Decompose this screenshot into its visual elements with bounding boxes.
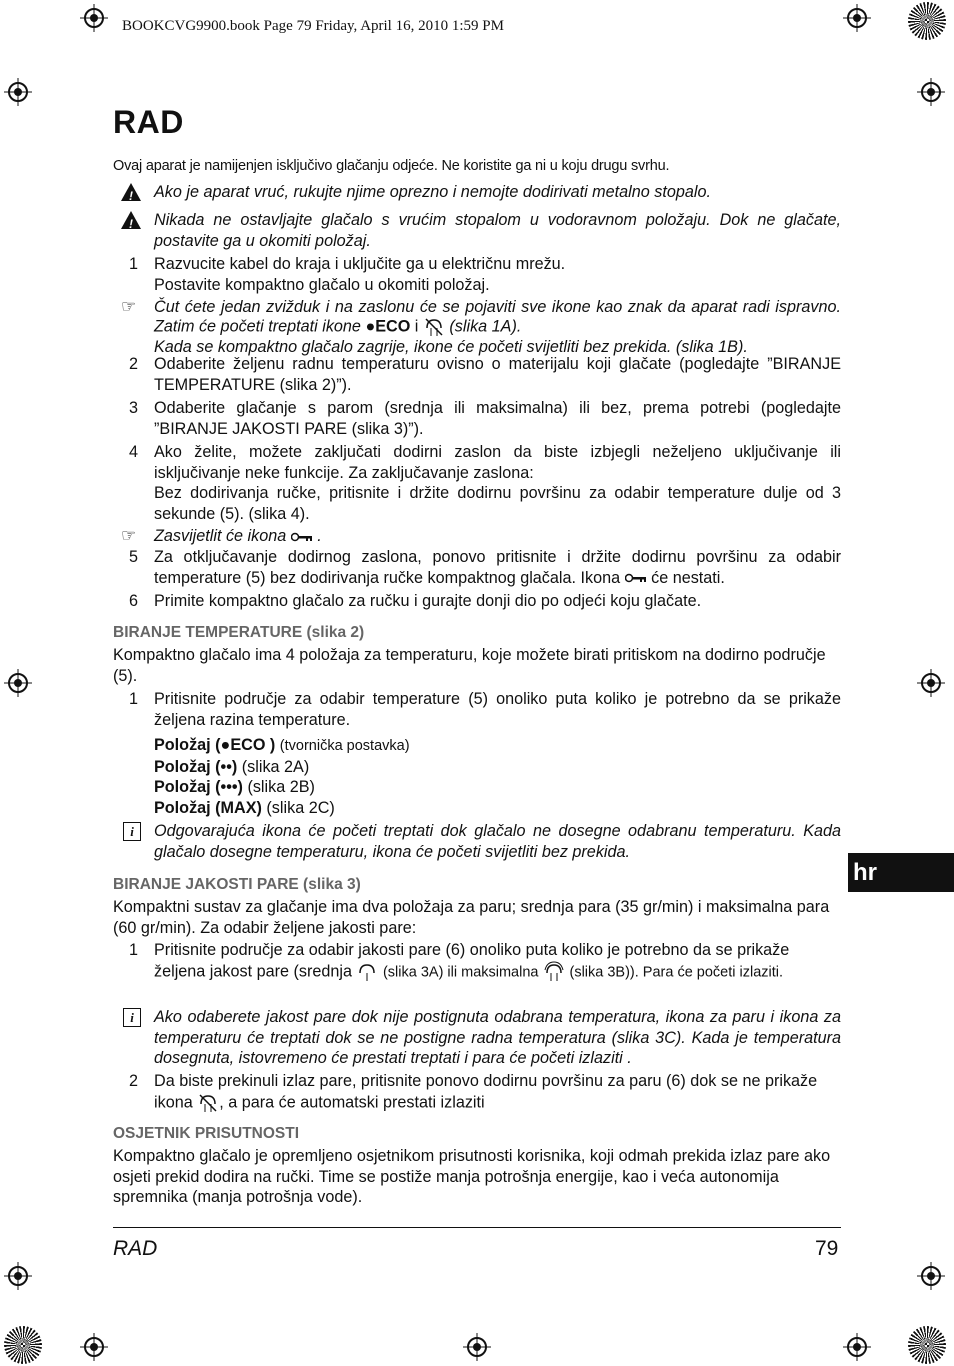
pointing-hand-icon: ☞ (121, 526, 137, 545)
starburst-mark (4, 1326, 42, 1364)
note-text: . (317, 527, 322, 545)
step-text: (slika 3B)). Para će početi izlaziti. (569, 963, 784, 980)
registration-mark (4, 78, 32, 106)
step-text: (slika 3A) ili maksimalna (382, 963, 539, 980)
step-text: Postavite kompaktno glačalo u okomiti položaj. (154, 275, 490, 294)
eco-icon: ●ECO (365, 317, 411, 336)
step-text: će nestati. (651, 568, 725, 587)
registration-mark (4, 669, 32, 697)
page-number: 79 (815, 1237, 839, 1260)
registration-mark (4, 1262, 32, 1290)
key-icon (625, 573, 647, 583)
note-text: (slika 1A). (449, 317, 522, 336)
position-max: Položaj (MAX) (slika 2C) (154, 798, 335, 817)
step-number: 6 (129, 592, 139, 610)
registration-mark (843, 1333, 871, 1361)
info-icon: i (123, 1008, 141, 1027)
key-icon (291, 532, 313, 542)
sensor-text: Kompaktno glačalo je opremljeno osjetnikom prisutnosti korisnika, koji odmah prekida izlaz pare ako osjeti prekid dodira na ručki. Time se postiže manja potrošnja energije, kao i veća autonomija spremnika (manja potrošnja vode). (113, 1147, 831, 1206)
step-text: Primite kompaktno glačalo za ručku i gurajte donji dio po odjeći koju glačate. (154, 592, 702, 610)
info-text: Ako odaberete jakost pare dok nije postignuta odabrana temperatura, ikona za paru i ikona za temperaturu će treptati dok se ne postigne radna temperatura (slika 3C). Kada je temperatura dosegnuta, istovremeno će prestati treptati i para će početi izlaziti . (154, 1008, 841, 1067)
step-number: 1 (129, 941, 139, 959)
position-3: Položaj (•••) (slika 2B) (154, 778, 315, 796)
section-heading-sensor: OSJETNIK PRISUTNOSTI (113, 1125, 300, 1142)
step-number: 1 (129, 255, 139, 273)
page-title: RAD (113, 104, 184, 140)
registration-mark (80, 4, 108, 32)
step-text: Za otključavanje dodirnog zaslona, ponovo pritisnite i držite dodirnu površinu za odabir temperature (5) bez dodirivanja ručke kompaktnog glačala. Ikona (154, 548, 841, 587)
registration-mark (917, 78, 945, 106)
registration-mark (917, 669, 945, 697)
note-text: Kada se kompaktno glačalo zagrije, ikone će početi svijetliti bez prekida. (slika 1B). (154, 338, 748, 356)
step-text: Odaberite željenu radnu temperaturu ovisno o materijalu koji glačate (pogledajte ”BIRANJE TEMPERATURE (slika 2)”). (154, 355, 841, 394)
starburst-mark (908, 2, 946, 40)
position-eco: Položaj (●ECO ) (tvornička postavka) (154, 736, 410, 754)
step-text: Pritisnite područje za odabir temperature (5) onoliko puta koliko je potrebno da se prikaže željena razina temperature. (154, 690, 841, 729)
steam-off-icon (197, 1092, 219, 1114)
step-number: 3 (129, 399, 139, 417)
registration-mark (463, 1333, 491, 1361)
footer-section: RAD (113, 1237, 158, 1260)
step-text: Pritisnite područje za odabir jakosti pare (6) onoliko puta koliko je potrebno da se prikaže željena jakost pare (srednja (154, 941, 790, 980)
warning-icon (121, 211, 141, 229)
note-text: Čut ćete jedan zvižduk i na zaslonu će se pojaviti sve ikone kao znak da aparat radi ispravno. Zatim će početi treptati ikone (154, 298, 841, 336)
step-number: 1 (129, 690, 139, 708)
section-intro: Kompaktno glačalo ima 4 položaja za temperaturu, koje možete birati pritiskom na dodirno područje (5). (113, 646, 826, 685)
steam-off-icon (423, 316, 445, 338)
step-text: Razvucite kabel do kraja i uključite ga u električnu mrežu. (154, 255, 566, 273)
step-text: , a para će automatski prestati izlaziti (219, 1092, 485, 1111)
warning-text: Ako je aparat vruć, rukujte njime oprezno i nemojte dodirivati metalno stopalo. (154, 183, 711, 201)
steam-medium-icon (356, 961, 378, 983)
print-header: BOOKCVG9900.book Page 79 Friday, April 16, 2010 1:59 PM (122, 18, 504, 34)
info-text: Odgovarajuća ikona će početi treptati dok glačalo ne dosegne odabranu temperaturu. Kada glačalo dosegne temperaturu, ikona će početi svijetliti bez prekida. (154, 822, 841, 861)
starburst-mark (908, 1326, 946, 1364)
registration-mark (80, 1333, 108, 1361)
step-number: 5 (129, 548, 139, 566)
registration-mark (843, 4, 871, 32)
intro-text: Ovaj aparat je namijenjen isključivo glačanju odjeće. Ne koristite ga ni u koju drugu svrhu. (113, 158, 670, 174)
warning-icon (121, 183, 141, 201)
section-heading-temperature: BIRANJE TEMPERATURE (slika 2) (113, 624, 365, 641)
steam-max-icon (543, 961, 565, 983)
section-heading-steam: BIRANJE JAKOSTI PARE (slika 3) (113, 876, 361, 893)
position-2: Položaj (••) (slika 2A) (154, 757, 310, 776)
warning-text: Nikada ne ostavljajte glačalo s vrućim stopalom u vodoravnom položaju. Dok ne glačate, postavite ga u okomiti položaj. (154, 211, 841, 250)
step-number: 2 (129, 355, 139, 373)
step-number: 2 (129, 1072, 139, 1090)
language-tab: hr (848, 853, 954, 892)
note-text: Zasvijetlit će ikona (154, 527, 287, 545)
step-text: Odaberite glačanje s parom (srednja ili maksimalna) ili bez, prema potrebi (pogledajte ”BIRANJE JAKOSTI PARE (slika 3)”). (154, 399, 841, 438)
note-text: i (414, 317, 419, 336)
step-text: Ako želite, možete zaključati dodirni zaslon da biste izbjegli neželjeno uključivanje ili isključivanje neke funkcije. Za zaključavanje zaslona: (154, 443, 841, 482)
footer-rule (113, 1227, 841, 1228)
step-number: 4 (129, 443, 139, 461)
info-icon: i (123, 822, 141, 841)
section-intro: Kompaktni sustav za glačanje ima dva položaja za paru; srednja para (35 gr/min) i maksimalna para (60 gr/min). Za odabir željene jakosti pare: (113, 898, 830, 937)
step-text: Da biste prekinuli izlaz pare, pritisnite ponovo dodirnu površinu za paru (6) dok se ne prikaže ikona (154, 1072, 818, 1111)
registration-mark (917, 1262, 945, 1290)
pointing-hand-icon: ☞ (121, 297, 137, 316)
step-text: Bez dodirivanja ručke, pritisnite i držite dodirnu površinu za odabir temperature dulje od 3 sekunde (5). (slika 4). (154, 484, 841, 523)
